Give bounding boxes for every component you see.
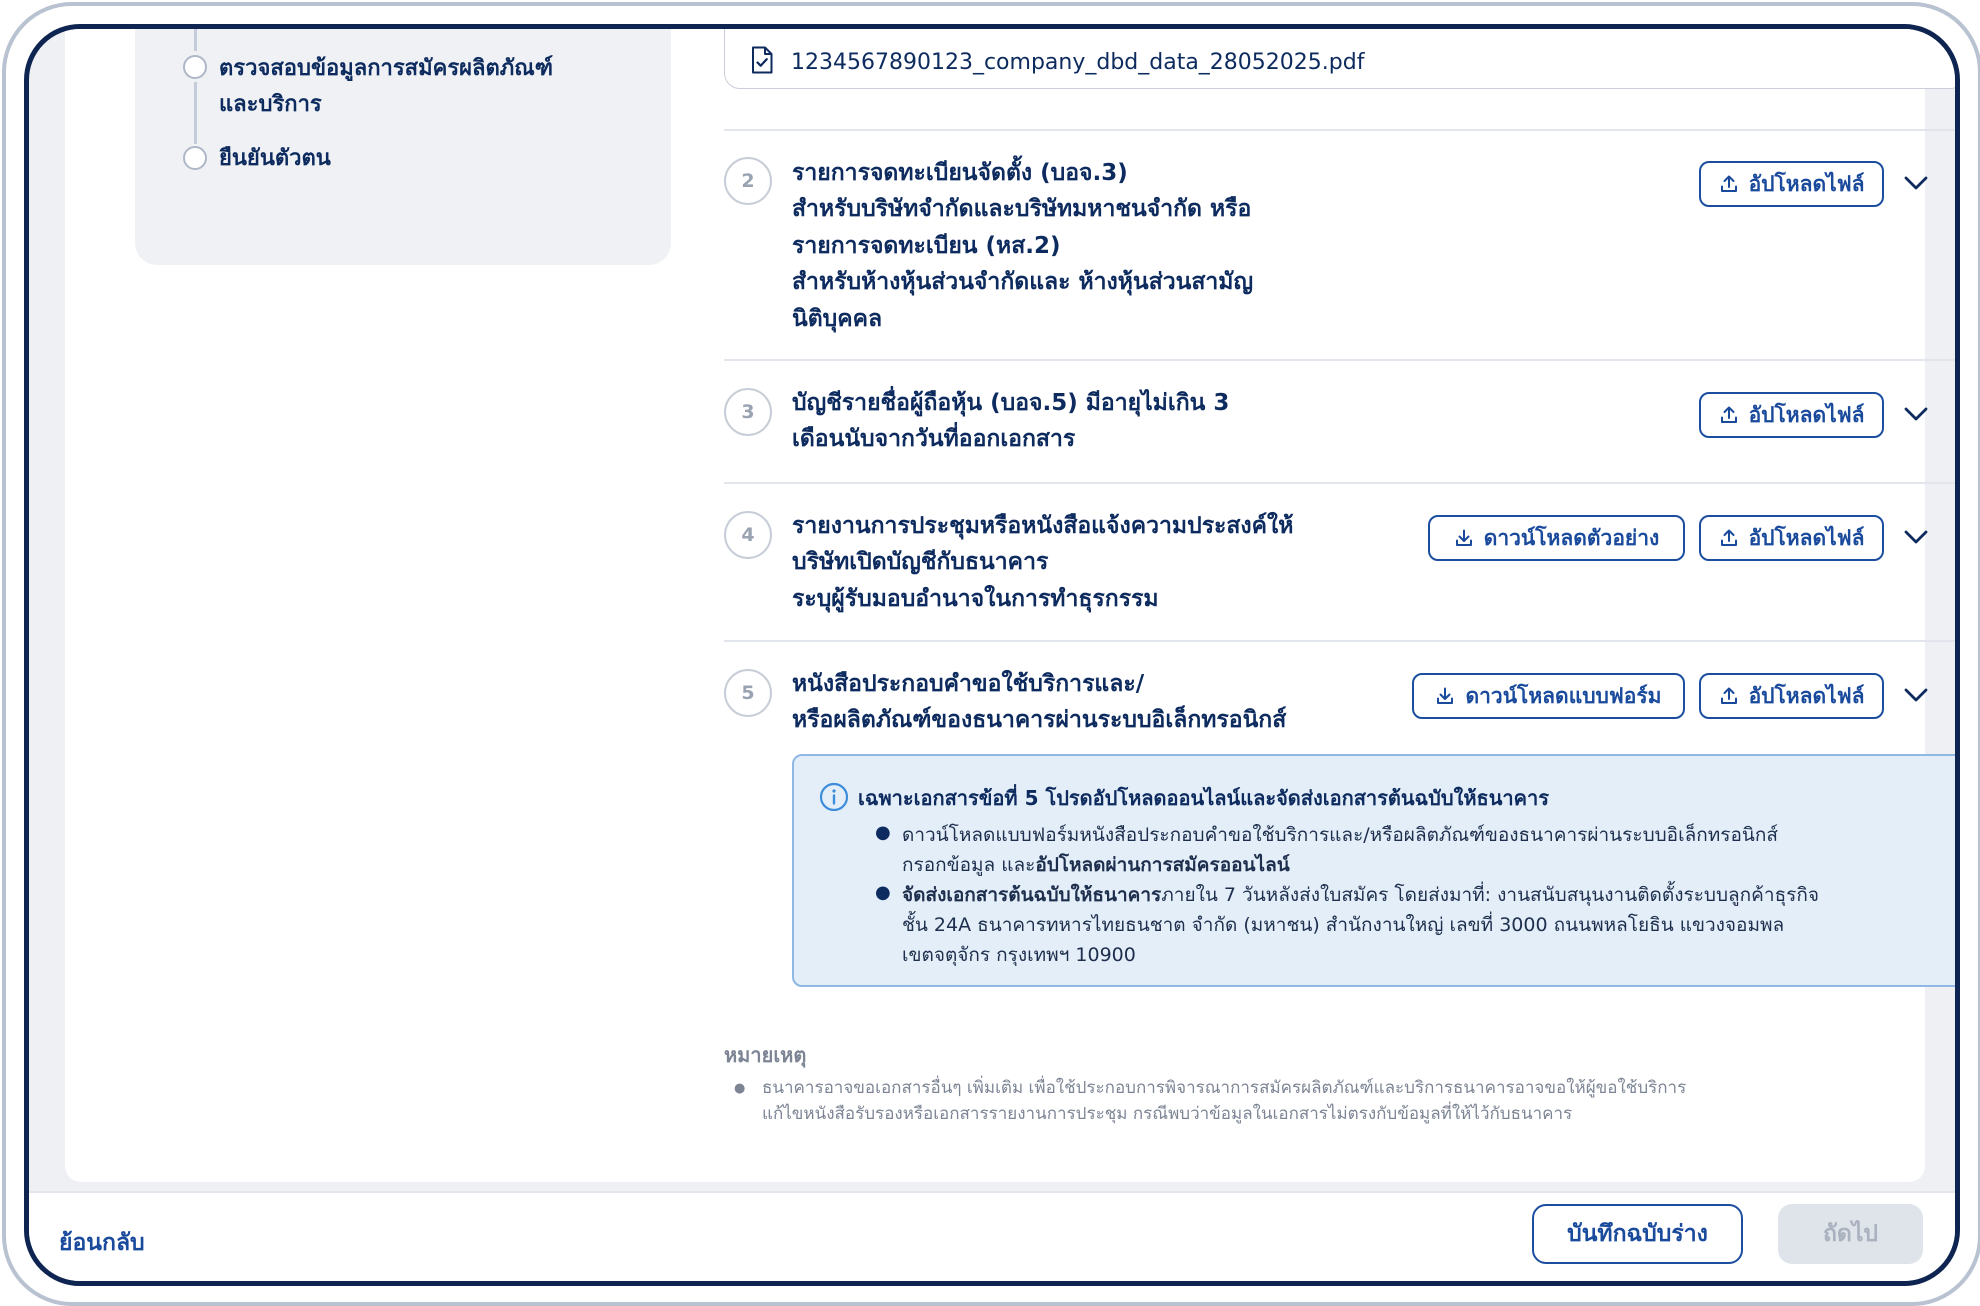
upload-button[interactable]: อัปโหลดไฟล์	[1699, 161, 1884, 207]
info-text: เขตจตุจักร กรุงเทพฯ 10900	[902, 944, 1136, 966]
next-button[interactable]: ถัดไป	[1778, 1204, 1923, 1264]
download-icon	[1435, 686, 1455, 706]
file-name: 1234567890123_company_dbd_data_28052025.pdf	[791, 50, 1365, 75]
divider	[724, 640, 1960, 642]
upload-button[interactable]: อัปโหลดไฟล์	[1699, 515, 1884, 561]
step-label-identity: ยืนยันตัวตน	[219, 146, 331, 171]
upload-button[interactable]: อัปโหลดไฟล์	[1699, 392, 1884, 438]
upload-icon	[1719, 528, 1739, 548]
note-text: แก้ไขหนังสือรับรองหรือเอกสารรายงานการประชุม กรณีพบว่าข้อมูลในเอกสารไม่ตรงกับข้อมูลที่ให้ไว้กับธนาคาร	[762, 1104, 1573, 1124]
document-number: 4	[724, 511, 772, 559]
document-title: หนังสือประกอบคำขอใช้บริการและ/ หรือผลิตภัณฑ์ของธนาคารผ่านระบบอิเล็กทรอนิกส์	[792, 671, 1287, 734]
document-title: รายงานการประชุมหรือหนังสือแจ้งความประสงค์ให้ บริษัทเปิดบัญชีกับธนาคาร ระบุผู้รับมอบอำนาจในการทำธุรกรรม	[792, 513, 1294, 612]
back-link[interactable]: ย้อนกลับ	[59, 1230, 145, 1256]
note-text: ธนาคารอาจขอเอกสารอื่นๆ เพิ่มเติม เพื่อใช้ประกอบการพิจารณาการสมัครผลิตภัณฑ์และบริการธนาคารอาจขอให้ผู้ขอใช้บริการ	[762, 1078, 1687, 1098]
chevron-down-icon[interactable]	[1903, 529, 1929, 545]
document-number: 2	[724, 157, 772, 205]
divider	[724, 482, 1960, 484]
bullet: ●	[734, 1081, 746, 1096]
document-title: บัญชีรายชื่อผู้ถือหุ้น (บอจ.5) มีอายุไม่เกิน 3 เดือนนับจากวันที่ออกเอกสาร	[792, 390, 1230, 453]
info-alert	[792, 754, 1960, 987]
info-text: ดาวน์โหลดแบบฟอร์มหนังสือประกอบคำขอใช้บริการและ/หรือผลิตภัณฑ์ของธนาคารผ่านระบบอิเล็กทรอนิกส์	[902, 824, 1778, 846]
divider	[724, 129, 1960, 131]
bullet: ●	[875, 882, 891, 903]
progress-stepper	[135, 24, 671, 265]
step-label-verify-application: ตรวจสอบข้อมูลการสมัครผลิตภัณฑ์ และบริการ	[219, 56, 553, 117]
download-form-button[interactable]: ดาวน์โหลดแบบฟอร์ม	[1412, 673, 1685, 719]
document-number: 5	[724, 669, 772, 717]
step-marker	[183, 55, 207, 79]
download-icon	[1454, 528, 1474, 548]
save-draft-button[interactable]: บันทึกฉบับร่าง	[1532, 1204, 1743, 1264]
bullet: ●	[875, 822, 891, 843]
info-icon	[819, 782, 849, 812]
file-check-icon	[750, 46, 774, 74]
content-panel	[65, 24, 1925, 1182]
chevron-down-icon[interactable]	[1903, 175, 1929, 191]
chevron-down-icon[interactable]	[1903, 687, 1929, 703]
info-text: จัดส่งเอกสารต้นฉบับให้ธนาคารภายใน 7 วันหลังส่งใบสมัคร โดยส่งมาที่: งานสนับสนุนงานติดตั้งระบบลูกค้าธุรกิจ	[902, 884, 1820, 906]
download-sample-button[interactable]: ดาวน์โหลดตัวอย่าง	[1428, 515, 1685, 561]
info-text: ชั้น 24A ธนาคารทหารไทยธนชาต จำกัด (มหาชน) สำนักงานใหญ่ เลขที่ 3000 ถนนพหลโยธิน แขวงจอมพล	[902, 914, 1785, 936]
document-title: รายการจดทะเบียนจัดตั้ง (บอจ.3) สำหรับบริษัทจำกัดและบริษัทมหาชนจำกัด หรือ รายการจดทะเบียน (หส.2) สำหรับห้างหุ้นส่วนจำกัดและ ห้างหุ้นส่วนสามัญ นิติบุคคล	[792, 160, 1254, 332]
upload-icon	[1719, 174, 1739, 194]
chevron-down-icon[interactable]	[1903, 406, 1929, 422]
divider	[724, 359, 1960, 361]
upload-icon	[1719, 405, 1739, 425]
note-title: หมายเหตุ	[724, 1043, 807, 1067]
upload-button[interactable]: อัปโหลดไฟล์	[1699, 673, 1884, 719]
uploaded-file-item[interactable]	[724, 24, 1960, 89]
step-connector	[194, 24, 197, 51]
step-marker	[183, 146, 207, 170]
info-text: กรอกข้อมูล และอัปโหลดผ่านการสมัครออนไลน์	[902, 854, 1290, 876]
step-connector	[194, 82, 197, 144]
app-window	[24, 24, 1960, 1286]
upload-icon	[1719, 686, 1739, 706]
info-title: เฉพาะเอกสารข้อที่ 5 โปรดอัปโหลดออนไลน์และจัดส่งเอกสารต้นฉบับให้ธนาคาร	[858, 786, 1549, 810]
document-number: 3	[724, 388, 772, 436]
